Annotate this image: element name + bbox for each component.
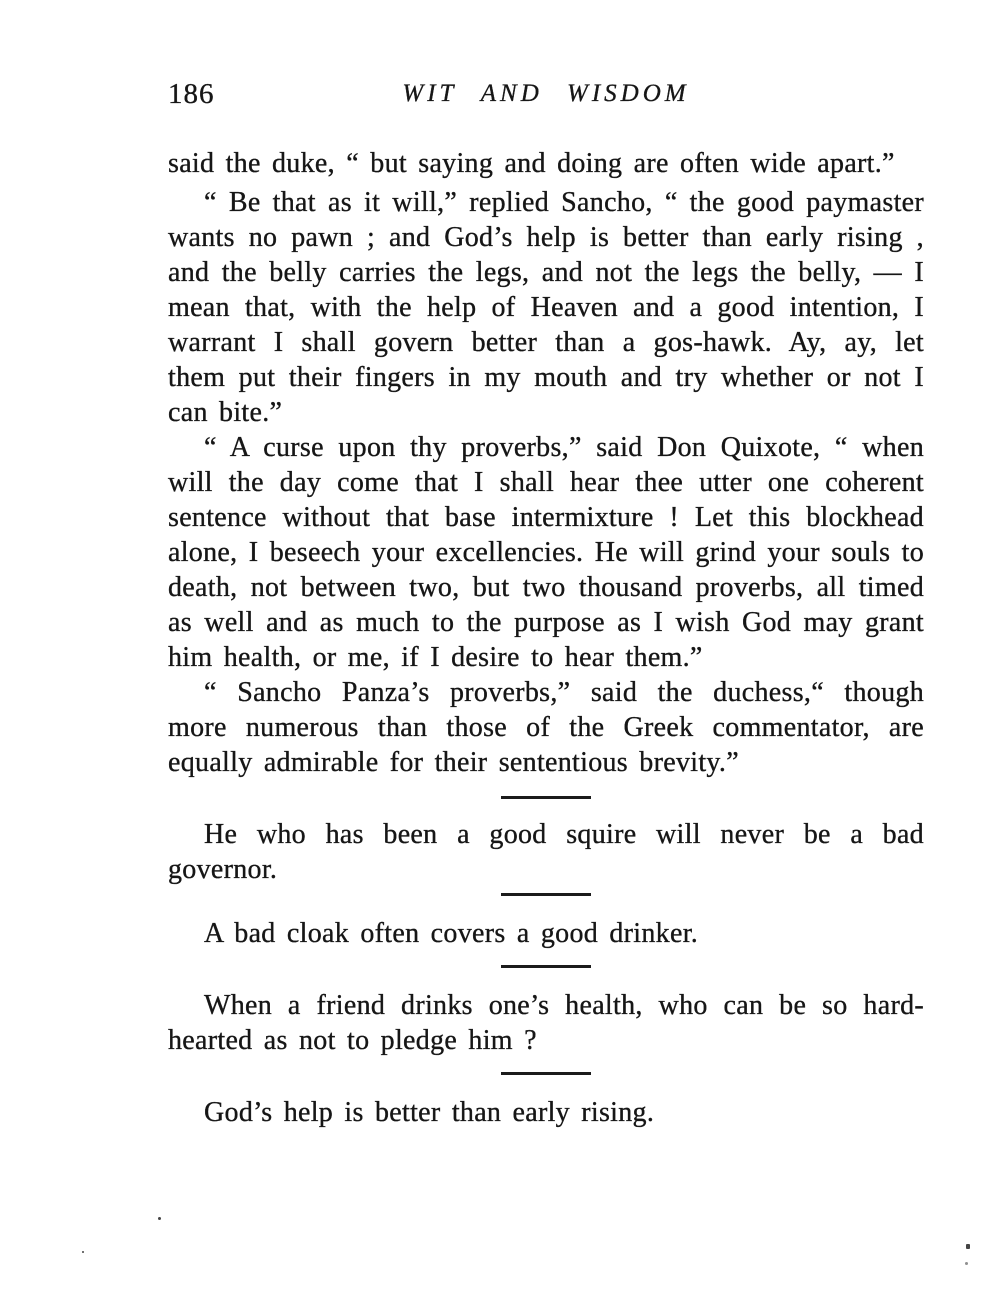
section-divider-2 (501, 893, 591, 896)
scan-speck (966, 1244, 970, 1249)
body-paragraph-3: “ A curse upon thy proverbs,” said Don Quixote, “ when will the day come that I shall hear thee utter one coherent sentence without that base intermixture ! Let this blockhead alone, I beseech your excellencies. He will grind your souls to death, not between two, but two thousand proverbs, all timed as well and as much to the purpose as I wish God may grant him health, or me, if I desire to hear them.” (168, 432, 924, 673)
section-divider-3 (501, 965, 591, 968)
running-title: WIT AND WISDOM (402, 80, 690, 107)
page-number: 186 (168, 78, 215, 110)
maxim-3: When a friend drinks one’s health, who can be so hard-hearted as not to pledge him ? (168, 990, 924, 1056)
maxim-4: God’s help is better than early rising. (204, 1097, 655, 1128)
scan-speck (158, 1217, 161, 1220)
maxim-1: He who has been a good squire will never be a bad governor. (168, 819, 924, 885)
running-header (168, 78, 924, 114)
section-divider-1 (501, 796, 591, 799)
scan-speck (965, 1262, 968, 1265)
text-column (168, 78, 924, 1130)
scan-speck (82, 1251, 84, 1253)
section-divider-4 (501, 1072, 591, 1075)
body-paragraph-2: “ Be that as it will,” replied Sancho, “ the good paymaster wants no pawn ; and God’s help is better than early rising , and the belly carries the legs, and not the legs the belly, — I mean that, with the help of Heaven and a good intention, I warrant I shall govern better than a gos-hawk. Ay, ay, let them put their fingers in my mouth and try whether or not I can bite.” (168, 187, 924, 428)
body-paragraph-4: “ Sancho Panza’s proverbs,” said the duchess,“ though more numerous than those of the Greek commentator, are equally admirable for their sententious brevity.” (168, 677, 924, 778)
body-paragraph-1: said the duke, “ but saying and doing are often wide apart.” (168, 148, 895, 179)
maxim-2: A bad cloak often covers a good drinker. (204, 918, 699, 949)
